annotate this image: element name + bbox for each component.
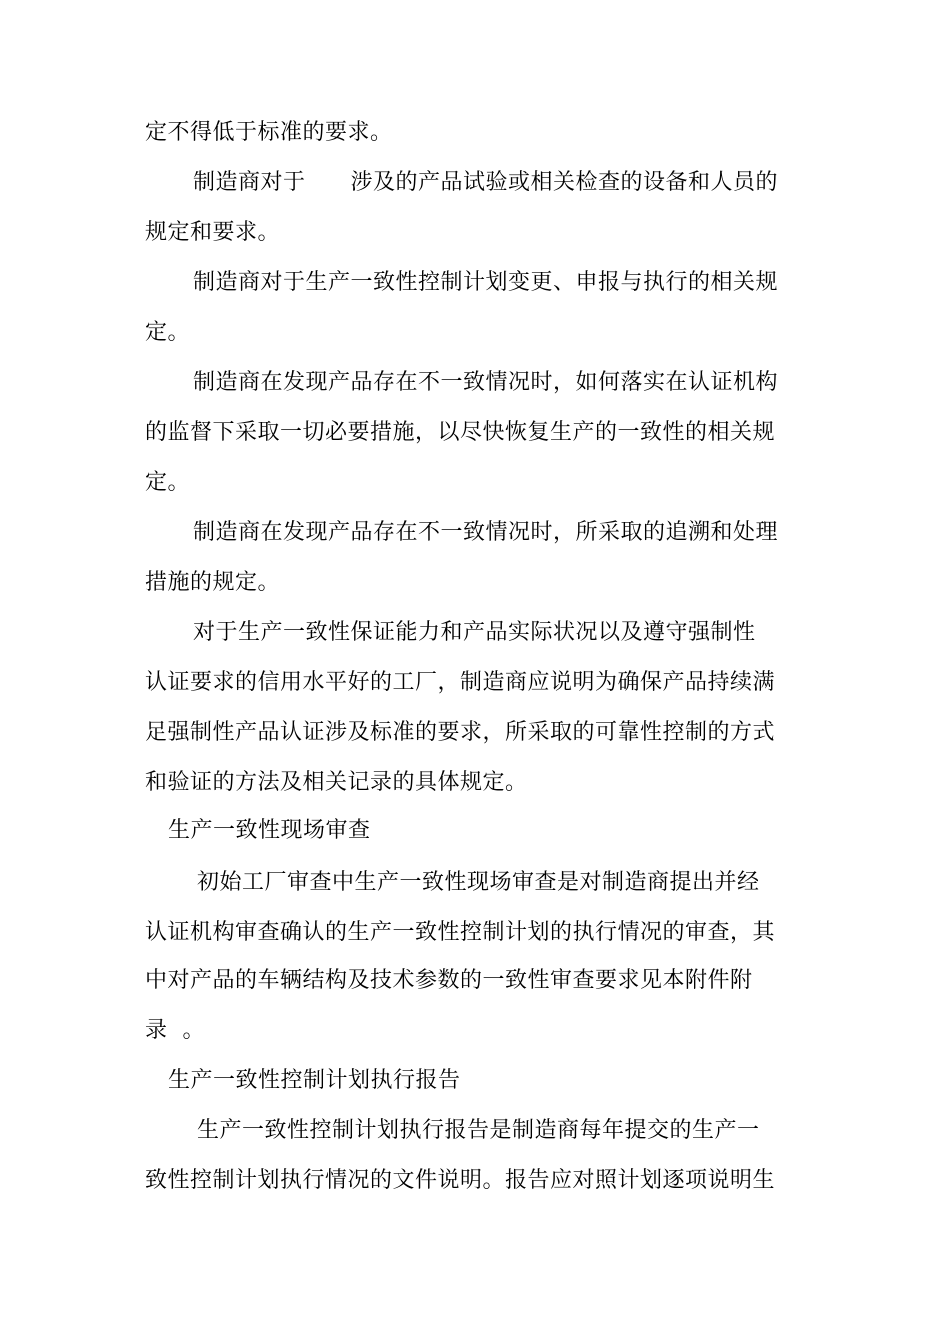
section-heading: 生产一致性控制计划执行报告	[168, 1068, 461, 1093]
text-line: 制造商在发现产品存在不一致情况时，所采取的追溯和处理	[193, 520, 779, 545]
text-line: 中对产品的车辆结构及技术参数的一致性审查要求见本附件附	[145, 968, 753, 993]
text-line: 制造商对于 涉及的产品试验或相关检查的设备和人员的	[193, 170, 778, 195]
text-line: 制造商在发现产品存在不一致情况时，如何落实在认证机构	[193, 370, 779, 395]
text-line: 认证要求的信用水平好的工厂，制造商应说明为确保产品持续满	[145, 670, 776, 695]
text-line: 制造商对于生产一致性控制计划变更、申报与执行的相关规	[193, 270, 779, 295]
text-line: 初始工厂审查中生产一致性现场审查是对制造商提出并经	[197, 870, 760, 895]
text-line: 定。	[145, 470, 191, 495]
text-line: 的监督下采取一切必要措施，以尽快恢复生产的一致性的相关规	[145, 420, 776, 445]
text-line: 生产一致性控制计划执行报告是制造商每年提交的生产一	[197, 1118, 760, 1143]
text-line: 定。	[145, 320, 191, 345]
text-line: 对于生产一致性保证能力和产品实际状况以及遵守强制性	[193, 620, 756, 645]
text-line: 定不得低于标准的要求。	[145, 120, 393, 145]
text-line: 认证机构审查确认的生产一致性控制计划的执行情况的审查，其	[145, 920, 776, 945]
text-line: 致性控制计划执行情况的文件说明。报告应对照计划逐项说明生	[145, 1168, 776, 1193]
section-heading: 生产一致性现场审查	[168, 818, 371, 843]
text-line: 和验证的方法及相关记录的具体规定。	[145, 770, 528, 795]
text-line: 措施的规定。	[145, 570, 281, 595]
text-line: 录 。	[145, 1018, 205, 1043]
text-line: 足强制性产品认证涉及标准的要求，所采取的可靠性控制的方式	[145, 720, 776, 745]
text-line: 规定和要求。	[145, 220, 281, 245]
